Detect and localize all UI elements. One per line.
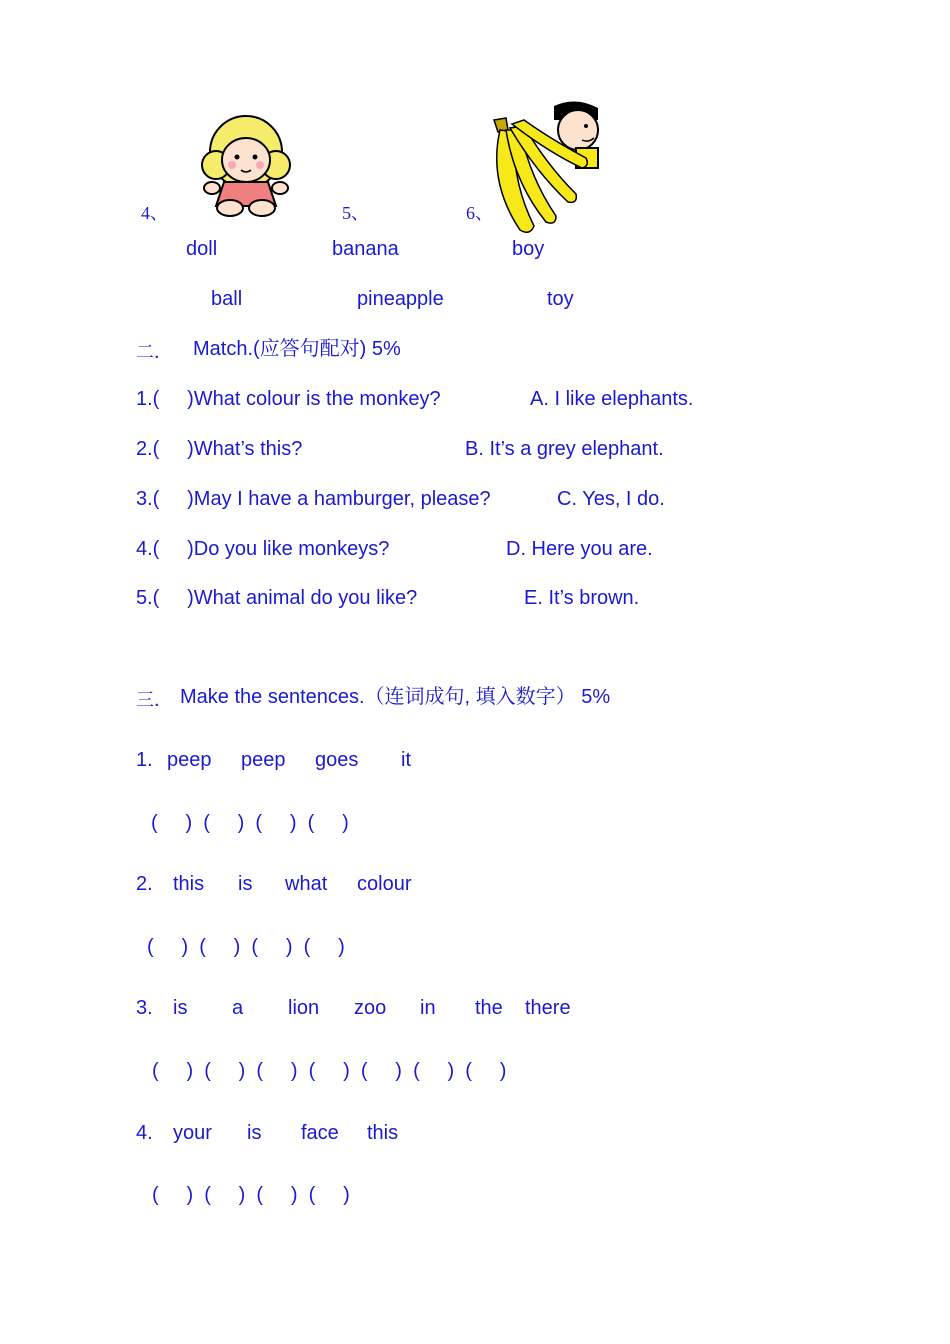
picture-number-4: 4、	[141, 203, 168, 223]
word-pineapple: pineapple	[357, 288, 444, 310]
match-answer-c: C. Yes, I do.	[557, 488, 665, 510]
banana-picture	[484, 112, 594, 242]
picture-number-6: 6、	[466, 203, 493, 223]
sentence-4-word: your	[173, 1122, 212, 1144]
sentence-2-word: this	[173, 873, 205, 895]
sentence-3-number: 3.	[136, 997, 153, 1019]
word-ball: ball	[211, 288, 243, 310]
word-toy: toy	[547, 288, 574, 310]
section3-number: 三．	[136, 690, 172, 711]
sentence-2-word: colour	[357, 873, 412, 895]
sentence-1-word: goes	[315, 749, 359, 771]
sentence-2-answer-brackets[interactable]: ( ) ( ) ( ) ( )	[147, 936, 345, 958]
sentence-3-word: a	[232, 997, 244, 1019]
sentence-4-number: 4.	[136, 1122, 153, 1144]
match-question-1: 1.( )What colour is the monkey?	[136, 388, 441, 410]
match-question-3: 3.( )May I have a hamburger, please?	[136, 488, 491, 510]
match-answer-e: E. It’s brown.	[524, 587, 640, 609]
match-answer-d: D. Here you are.	[506, 538, 653, 560]
section3-title: Make the sentences.（连词成句, 填入数字） 5%	[180, 686, 611, 708]
section2-title: Match.(应答句配对) 5%	[193, 338, 401, 360]
match-answer-b: B. It’s a grey elephant.	[465, 438, 664, 460]
word-doll: doll	[186, 238, 218, 260]
word-boy: boy	[512, 238, 545, 260]
doll-picture	[196, 110, 296, 220]
sentence-1-word: peep	[241, 749, 286, 771]
match-question-2: 2.( )What’s this?	[136, 438, 303, 460]
sentence-1-word: peep	[167, 749, 212, 771]
sentence-2-word: is	[238, 873, 253, 895]
sentence-4-word: this	[367, 1122, 399, 1144]
sentence-1-answer-brackets[interactable]: ( ) ( ) ( ) ( )	[151, 812, 349, 834]
section2-number: 二．	[136, 342, 172, 363]
sentence-3-word: there	[525, 997, 571, 1019]
match-question-4: 4.( )Do you like monkeys?	[136, 538, 390, 560]
sentence-3-word: in	[420, 997, 436, 1019]
sentence-1-word: it	[401, 749, 411, 771]
match-answer-a: A. I like elephants.	[530, 388, 694, 410]
word-banana: banana	[332, 238, 399, 260]
match-question-5: 5.( )What animal do you like?	[136, 587, 418, 609]
sentence-4-word: is	[247, 1122, 262, 1144]
sentence-3-word: the	[475, 997, 503, 1019]
sentence-3-word: is	[173, 997, 188, 1019]
sentence-2-word: what	[285, 873, 328, 895]
sentence-1-number: 1.	[136, 749, 153, 771]
sentence-3-answer-brackets[interactable]: ( ) ( ) ( ) ( ) ( ) ( ) ( )	[152, 1060, 507, 1082]
picture-number-5: 5、	[342, 203, 369, 223]
sentence-2-number: 2.	[136, 873, 153, 895]
sentence-3-word: zoo	[354, 997, 387, 1019]
sentence-4-answer-brackets[interactable]: ( ) ( ) ( ) ( )	[152, 1184, 350, 1206]
sentence-3-word: lion	[288, 997, 320, 1019]
sentence-4-word: face	[301, 1122, 339, 1144]
